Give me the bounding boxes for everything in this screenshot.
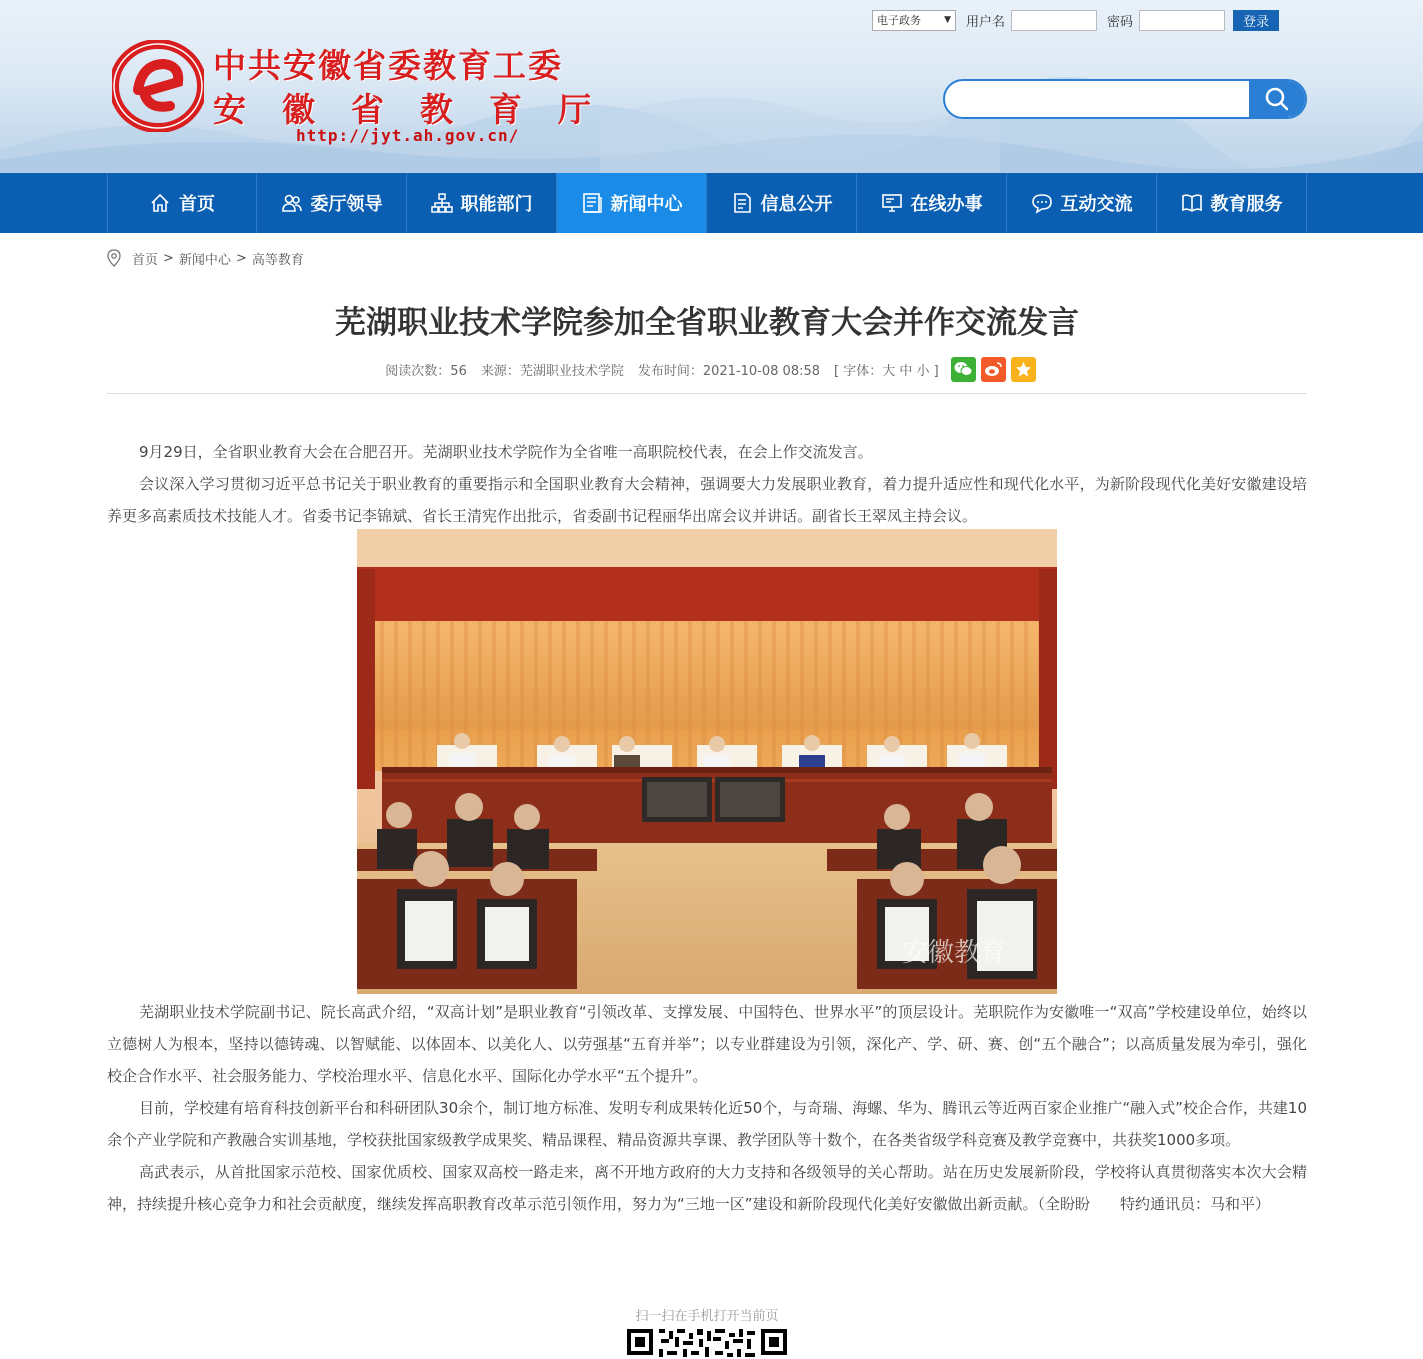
leaders-icon	[281, 192, 303, 214]
login-type-select[interactable]	[872, 10, 956, 31]
nav-item-home[interactable]	[107, 173, 257, 233]
book-icon	[1181, 192, 1203, 214]
favorite-button[interactable]	[1011, 357, 1036, 382]
search-button[interactable]	[1249, 81, 1305, 117]
password-label: 密码	[1107, 14, 1134, 30]
breadcrumb-higher-education[interactable]: 高等教育	[251, 252, 304, 268]
article-paragraph: 芜湖职业技术学院副书记、院长高武介绍，“双高计划”是职业教育“引领改革、支撑发展、中国特色、世界水平”的顶层设计。芜职院作为安徽唯一“双高”学校建设单位，始终以立德树人为根本，坚持以德铸魂、以智赋能、以体固本、以美化人、以劳强基“五育并举”；以专业群建设为引领，深化产、学、研、赛、创“五个融合”；以高质量发展为牵引，强化校企合作水平、社会服务能力、学校治理水平、信息化水平、国际化办学水平“五个提升”。	[107, 1003, 1307, 1085]
logo-title-line1: 中共安徽省委教育工委	[213, 46, 563, 85]
nav-label: 职能部门	[460, 194, 533, 215]
article-paragraph: 高武表示，从首批国家示范校、国家优质校、国家双高校一路走来，离不开地方政府的大力支持和各级领导的关心帮助。站在历史发展新阶段，学校将认真贯彻落实本次大会精神，持续提升核心竞争力和社会贡献度，继续发挥高职教育改革示范引领作用，努力为“三地一区”建设和新阶段现代化美好安徽做出新贡献。（全盼盼 特约通讯员：马和平）	[107, 1163, 1307, 1213]
article-paragraph: 9月29日，全省职业教育大会在合肥召开。芜湖职业技术学院作为全省唯一高职院校代表，在会上作交流发言。	[139, 443, 873, 461]
breadcrumb-home[interactable]: 首页	[132, 252, 159, 268]
password-input[interactable]	[1139, 10, 1225, 31]
favorite-icon	[1015, 361, 1032, 378]
nav-label: 新闻中心	[610, 194, 683, 215]
breadcrumb-news[interactable]: 新闻中心	[178, 252, 231, 268]
login-type-value: 电子政务	[877, 14, 921, 27]
breadcrumb-separator: >	[235, 250, 247, 266]
weibo-icon	[984, 361, 1003, 377]
monitor-icon	[881, 192, 903, 214]
nav-label: 在线办事	[910, 194, 983, 215]
main-nav	[0, 173, 1423, 233]
article-title: 芜湖职业技术学院参加全省职业教育大会并作交流发言	[335, 305, 1079, 341]
nav-label: 首页	[179, 194, 215, 215]
logo-url: http://jyt.ah.gov.cn/	[296, 126, 520, 145]
location-pin-icon	[107, 249, 121, 267]
login-bar	[872, 9, 1279, 31]
publish-time: 发布时间：2021-10-08 08:58	[637, 363, 821, 379]
search-box	[943, 79, 1307, 119]
weibo-share-button[interactable]	[981, 357, 1006, 382]
site-logo[interactable]	[108, 38, 627, 148]
article-photo	[357, 529, 1057, 994]
breadcrumb	[107, 248, 304, 268]
dropdown-arrow-icon: ▼	[944, 15, 951, 25]
article-meta	[107, 356, 1307, 382]
nav-item-education-service[interactable]	[1157, 173, 1307, 233]
nav-label: 信息公开	[760, 194, 833, 215]
home-icon	[149, 192, 171, 214]
search-icon	[1264, 86, 1290, 112]
meeting-photo-illustration	[357, 529, 1057, 994]
username-label: 用户名	[966, 14, 1006, 30]
wechat-share-button[interactable]	[951, 357, 976, 382]
nav-item-interaction[interactable]	[1007, 173, 1157, 233]
qr-code	[627, 1327, 787, 1359]
nav-item-news[interactable]	[557, 173, 707, 233]
qr-code-icon	[627, 1327, 787, 1359]
org-chart-icon	[431, 192, 453, 214]
article-body-bottom	[107, 996, 1307, 1220]
search-input[interactable]	[945, 81, 1251, 117]
nav-item-departments[interactable]	[407, 173, 557, 233]
nav-item-info[interactable]	[707, 173, 857, 233]
wechat-icon	[954, 361, 973, 377]
nav-label: 委厅领导	[310, 194, 383, 215]
news-icon	[581, 192, 603, 214]
breadcrumb-separator: >	[163, 250, 174, 266]
article-source: 来源：芜湖职业技术学院	[480, 363, 624, 379]
qr-caption: 扫一扫在手机打开当前页	[635, 1309, 779, 1324]
username-input[interactable]	[1011, 10, 1097, 31]
document-icon	[731, 192, 753, 214]
view-count: 阅读次数：56	[385, 363, 467, 379]
nav-item-online-service[interactable]	[857, 173, 1007, 233]
logo-title-line2: 安徽省教育厅	[213, 90, 627, 129]
article-body-top	[107, 436, 1307, 532]
e-logo-icon	[112, 40, 204, 132]
nav-item-leaders[interactable]	[257, 173, 407, 233]
photo-watermark: 安徽教育	[902, 938, 1007, 968]
chat-icon	[1031, 192, 1053, 214]
font-size-switcher[interactable]: [ 字体：大 中 小 ]	[834, 363, 939, 379]
site-header	[0, 0, 1423, 173]
article-paragraph: 会议深入学习贯彻习近平总书记关于职业教育的重要指示和全国职业教育大会精神，强调要大力发展职业教育，着力提升适应性和现代化水平，为新阶段现代化美好安徽建设培养更多高素质技术技能人才。省委书记李锦斌、省长王清宪作出批示，省委副书记程丽华出席会议并讲话。副省长王翠凤主持会议。	[107, 475, 1307, 525]
nav-label: 教育服务	[1210, 194, 1283, 215]
title-divider	[107, 393, 1307, 394]
article-paragraph: 目前，学校建有培育科技创新平台和科研团队30余个，制订地方标准、发明专利成果转化近50个，与奇瑞、海螺、华为、腾讯云等近两百家企业推广“融入式”校企合作，共建10余个产业学院和产教融合实训基地，学校获批国家级教学成果奖、精品课程、精品资源共享课、教学团队等十数个，在各类省级学科竞赛及教学竞赛中，共获奖1000多项。	[107, 1099, 1307, 1149]
login-button[interactable]: 登录	[1233, 10, 1279, 31]
nav-label: 互动交流	[1060, 194, 1133, 215]
